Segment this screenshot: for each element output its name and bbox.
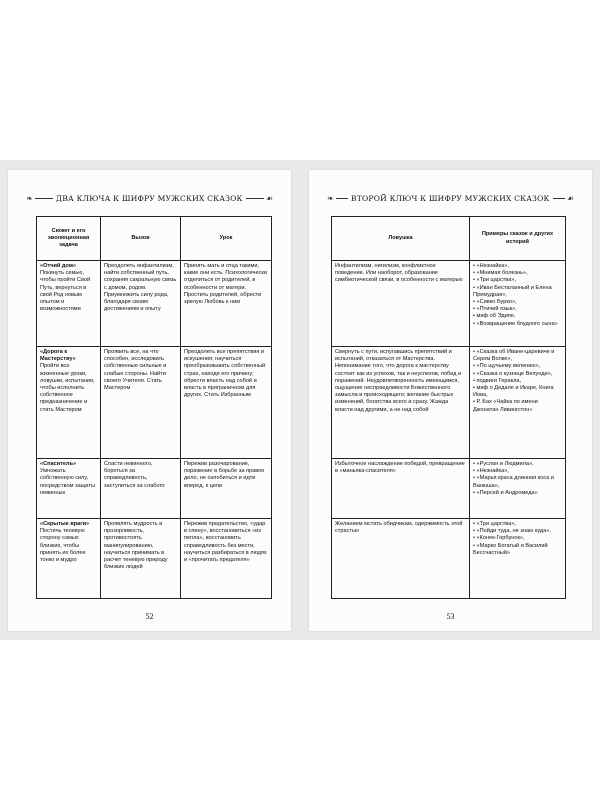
column-header: Ловушка [332, 217, 470, 261]
running-header-right [325, 192, 576, 204]
ornament-icon: ❧ [26, 193, 33, 203]
examples-list [473, 349, 562, 414]
examples-cell [470, 347, 566, 459]
list-item: • «Иван Бесталанный и Елена Премудрая», [473, 285, 562, 299]
header-rule [35, 198, 53, 199]
list-item: • «Незнайка», [473, 263, 562, 270]
list-item: • «Персей и Андромеда» [473, 490, 562, 497]
challenge-cell: Преодолеть инфантилизм, найти собственный путь, сохраняя сакральную связь с домом, родом. Приумножить силу рода, благодаря своим достижениям и опыту [101, 261, 181, 347]
table-row [332, 261, 566, 347]
list-item: • «Три царства», [473, 277, 562, 284]
table-row [37, 347, 272, 459]
challenge-cell: Проявить все, на что способен, исследовать собственные сильные и слабые стороны. Найти своего Учителя. Стать Мастером [101, 347, 181, 459]
lesson-cell: Принять мать и отца такими, какие они есть. Психологически отделиться от родителей, в особенности от матери. Простить родителей, обрести зрелую Любовь к ним [181, 261, 272, 347]
examples-list [473, 521, 562, 557]
list-item: • «Сказка об Иване-царевиче и Сером Волке», [473, 349, 562, 363]
page-number: 52 [145, 612, 154, 621]
ornament-icon: ☙ [566, 193, 575, 203]
list-item: • «Птичий язык», [473, 306, 562, 313]
list-item: • «Марко Богатый и Василий Бессчастный» [473, 543, 562, 557]
plot-text: Покинуть семью, чтобы пройти Свой Путь, вернуться в свой Род новым опытом и возможностями [40, 270, 91, 313]
examples-list [473, 263, 562, 328]
column-header: Примеры сказок и других историй [470, 217, 566, 261]
challenge-cell: Спасти невинного, бороться за справедливость, заступиться за слабого [101, 459, 181, 519]
list-item: • «Марья краса длинная коса и Ванюша», [473, 475, 562, 489]
trap-cell: Избыточное наслаждение победой, превращение в «маньяка-спасителя» [332, 459, 470, 519]
column-header: Вызов [101, 217, 181, 261]
lesson-cell: Пережив разочарование, поражение в борьбе за правое дело, не озлобиться и идти вперед, к цели [181, 459, 272, 519]
lesson-cell: Преодолеть все препятствия и искушения; научиться преобразовывать собственный страх, находя его причину; обрести власть над собой и власть в приграничном для других. Стать Избранным [181, 347, 272, 459]
plot-title: «Дорога к Мастерству» [40, 349, 76, 363]
lesson-cell: Пережив предательство, «удар в спину», восстановиться «из пепла», восстановить справедливость без мести, научиться разбираться в людях и «прочитать предателя» [181, 519, 272, 599]
examples-cell [470, 261, 566, 347]
table-row [37, 261, 272, 347]
page-number: 53 [446, 612, 455, 621]
plot-cell [37, 261, 101, 347]
table-row [332, 347, 566, 459]
running-header-left [24, 192, 275, 204]
list-item: • «Конек-Горбунок», [473, 535, 562, 542]
table-row [37, 459, 272, 519]
table-row [332, 459, 566, 519]
ornament-icon: ☙ [265, 193, 273, 203]
right-table [331, 216, 566, 599]
list-item: • «Три царства», [473, 521, 562, 528]
running-header-title: ВТОРОЙ КЛЮЧ К ШИФРУ МУЖСКИХ СКАЗОК [350, 193, 550, 203]
plot-title: «Спаситель» [40, 461, 77, 467]
examples-cell [470, 519, 566, 599]
list-item: • «Пойди туда, не знаю куда», [473, 528, 562, 535]
list-item: • Р. Бах «Чайка по имени Джонатан Ливингстон» [473, 399, 562, 413]
plot-cell [37, 519, 101, 599]
list-item: • миф о Дедале и Икаре, Книга Иова, [473, 385, 562, 399]
header-rule [336, 198, 348, 199]
table-row [37, 519, 272, 599]
list-item: • «Возвращение блудного сына» [473, 321, 562, 328]
plot-text: Постичь теневую сторону самых близких, чтобы принять их более тонко и мудро [40, 528, 86, 564]
challenge-cell: Проявлять мудрость и прозорливость, противостоять манипулированию, научиться принимать в расчет теневую природу близких людей [101, 519, 181, 599]
list-item: • «По щучьему велению», [473, 363, 562, 370]
column-header: Урок [181, 217, 272, 261]
list-item: • подвиги Геракла, [473, 378, 562, 385]
list-item: • «Сивко Бурко», [473, 299, 562, 306]
plot-text: Пройти все жизненные уроки, ловушки, испытания, чтобы исполнить собственное предназначение и стать Мастером [40, 363, 95, 413]
plot-title: «Скрытые враги» [40, 521, 90, 527]
table-row [332, 519, 566, 599]
trap-cell: Инфантилизм, нигилизм, конфликтное поведение. Или наоборот, образование симбиотической связи, в особенности с матерью [332, 261, 470, 347]
plot-text: Умножать собственную силу, посредством защиты невинных [40, 468, 96, 496]
right-page [309, 170, 592, 631]
left-table [36, 216, 272, 599]
list-item: • миф об Эдипе, [473, 313, 562, 320]
trap-cell: Желанием мстить обидчикам, одержимость этой страстью [332, 519, 470, 599]
header-rule [246, 198, 264, 199]
trap-cell: Свернуть с пути, испугавшись препятствий и испытаний, отказаться от Мастерства. Непонимание того, что дорога к мастерству состоит как из успехов, так и неуспехов, побед и поражений. Неудовлетворенность имеющимся, ощущение неспраедливости Божественного замысла и происходящего; желание быстрых изменений, богатства всего и сразу. Жажда власти над другими, а не над собой [332, 347, 470, 459]
ornament-icon: ❧ [327, 193, 334, 203]
list-item: • «Мнимая болезнь», [473, 270, 562, 277]
left-page [8, 170, 291, 631]
list-item: • «Сказка о кузнеце Велунде», [473, 371, 562, 378]
running-header-title: ДВА КЛЮЧА К ШИФРУ МУЖСКИХ СКАЗОК [55, 193, 243, 203]
column-header: Сюжет и его эволюционная задача [37, 217, 101, 261]
plot-cell [37, 347, 101, 459]
list-item: • «Незнайка», [473, 468, 562, 475]
plot-cell [37, 459, 101, 519]
header-rule [553, 198, 565, 199]
list-item: • «Руслан и Людмила», [473, 461, 562, 468]
plot-title: «Отчий дом» [40, 263, 77, 269]
examples-cell [470, 459, 566, 519]
examples-list [473, 461, 562, 497]
